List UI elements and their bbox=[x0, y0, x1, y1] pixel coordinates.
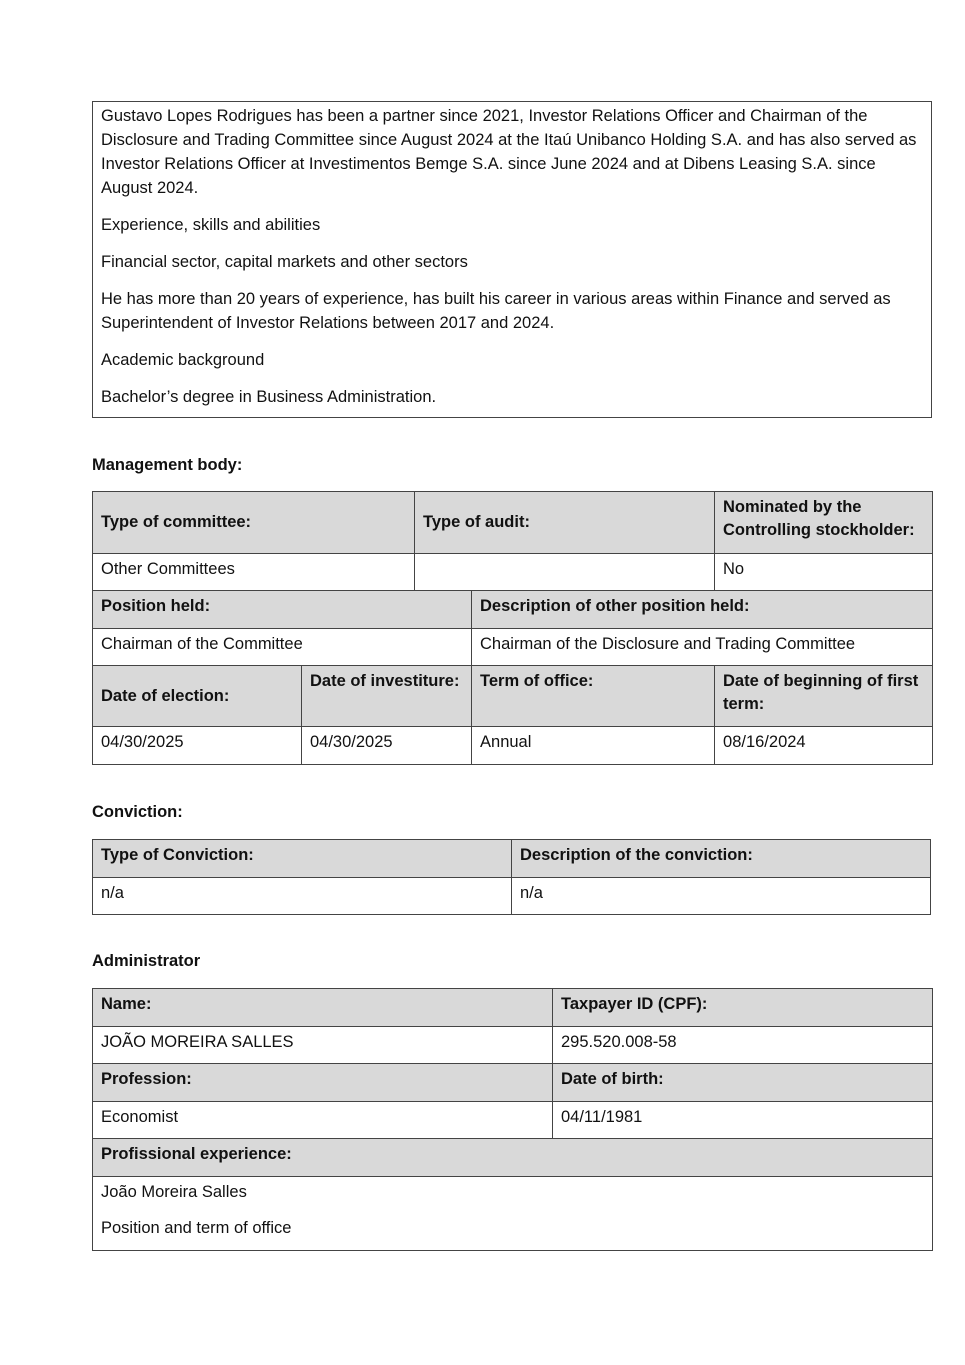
date-election-label: Date of election: bbox=[93, 666, 302, 727]
type-of-committee-label: Type of committee: bbox=[93, 492, 415, 554]
first-term-value: 08/16/2024 bbox=[715, 727, 933, 765]
position-held-label: Position held: bbox=[93, 591, 472, 629]
experience-cell bbox=[93, 1177, 933, 1251]
administrator-table bbox=[92, 988, 933, 1251]
bio-paragraph: Academic background bbox=[101, 351, 265, 369]
other-position-value: Chairman of the Disclosure and Trading Committee bbox=[472, 629, 933, 666]
conviction-table bbox=[92, 839, 931, 915]
term-value: Annual bbox=[472, 727, 715, 765]
experience-line: João Moreira Salles bbox=[101, 1183, 247, 1201]
other-position-label: Description of other position held: bbox=[472, 591, 933, 629]
bio-paragraph: Financial sector, capital markets and other sectors bbox=[101, 253, 468, 271]
conviction-description-value: n/a bbox=[512, 878, 931, 915]
name-label: Name: bbox=[93, 989, 553, 1027]
experience-label: Profissional experience: bbox=[93, 1139, 933, 1177]
type-of-audit-label: Type of audit: bbox=[415, 492, 715, 554]
bio-box bbox=[92, 101, 932, 418]
bio-paragraph: He has more than 20 years of experience, has built his career in various areas within Finance and served as Superintendent of Investor Relations between 2017 and 2024. bbox=[101, 290, 891, 332]
cpf-label: Taxpayer ID (CPF): bbox=[553, 989, 933, 1027]
cpf-value: 295.520.008-58 bbox=[553, 1027, 933, 1064]
date-investiture-label: Date of investiture: bbox=[302, 666, 472, 727]
conviction-description-label: Description of the conviction: bbox=[512, 840, 931, 878]
nominated-label: Nominated by the Controlling stockholder: bbox=[715, 492, 933, 554]
experience-line: Position and term of office bbox=[101, 1219, 292, 1237]
type-of-committee-value: Other Committees bbox=[93, 554, 415, 591]
position-held-value: Chairman of the Committee bbox=[93, 629, 472, 666]
management-heading: Management body: bbox=[92, 456, 243, 474]
birth-label: Date of birth: bbox=[553, 1064, 933, 1102]
management-table bbox=[92, 491, 933, 765]
conviction-type-value: n/a bbox=[93, 878, 512, 915]
bio-paragraph: Gustavo Lopes Rodrigues has been a partner since 2021, Investor Relations Officer and Chairman of the Disclosure and Trading Committee since August 2024 at the Itaú Unibanco Holding S.A. and has also served as Investor Relations Officer at Investimentos Bemge S.A. since June 2024 and at Dibens Leasing S.A. since August 2024. bbox=[101, 107, 917, 197]
name-value: JOÃO MOREIRA SALLES bbox=[93, 1027, 553, 1064]
first-term-label: Date of beginning of first term: bbox=[715, 666, 933, 727]
term-label: Term of office: bbox=[472, 666, 715, 727]
bio-paragraph: Experience, skills and abilities bbox=[101, 216, 321, 234]
birth-value: 04/11/1981 bbox=[553, 1102, 933, 1139]
date-election-value: 04/30/2025 bbox=[93, 727, 302, 765]
profession-label: Profession: bbox=[93, 1064, 553, 1102]
profession-value: Economist bbox=[93, 1102, 553, 1139]
bio-paragraph: Bachelor’s degree in Business Administration. bbox=[101, 388, 437, 406]
conviction-heading: Conviction: bbox=[92, 803, 183, 821]
administrator-heading: Administrator bbox=[92, 952, 201, 970]
nominated-value: No bbox=[715, 554, 933, 591]
date-investiture-value: 04/30/2025 bbox=[302, 727, 472, 765]
type-of-audit-value bbox=[415, 554, 715, 591]
conviction-type-label: Type of Conviction: bbox=[93, 840, 512, 878]
